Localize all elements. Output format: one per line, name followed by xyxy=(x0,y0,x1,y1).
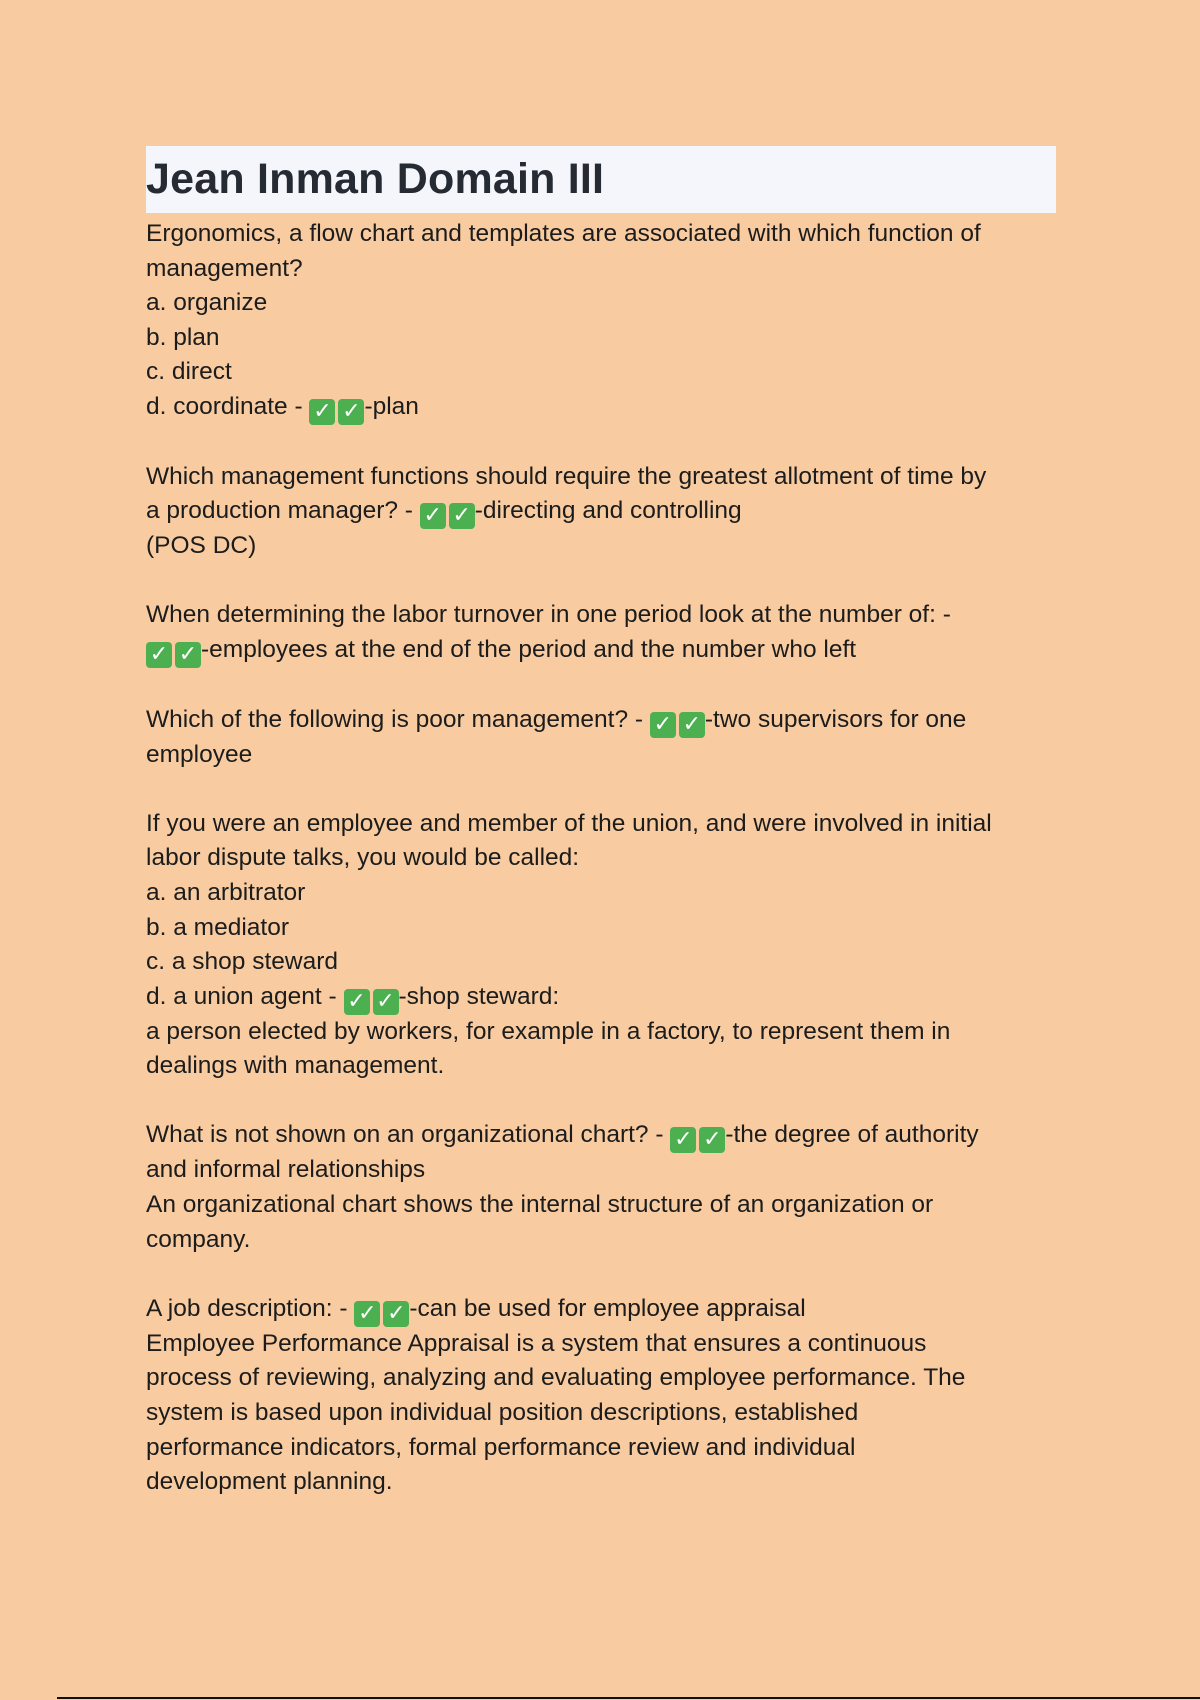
question-text: Which management functions should require the greatest allotment of time by xyxy=(146,462,987,490)
qa-content xyxy=(146,217,1056,1500)
question-with-answer xyxy=(146,1118,1056,1153)
check-icon: ✓ xyxy=(354,1301,380,1327)
check-icon: ✓ xyxy=(373,989,399,1015)
option-a: a. organize xyxy=(146,289,268,317)
explanation-text: An organizational chart shows the internal structure of an organization or xyxy=(146,1191,934,1219)
check-icon: ✓ xyxy=(309,399,335,425)
question-with-answer xyxy=(146,1292,1056,1327)
question-text: A job description: - xyxy=(146,1294,355,1322)
explanation-text: dealings with management. xyxy=(146,1052,445,1080)
option-c: c. direct xyxy=(146,358,232,386)
explanation-text: system is based upon individual position descriptions, established xyxy=(146,1399,859,1427)
option-b: b. plan xyxy=(146,323,220,351)
answer-note: (POS DC) xyxy=(146,532,257,560)
answer-text: -two supervisors for one xyxy=(704,705,967,733)
qa-item xyxy=(146,703,1056,773)
title-bar xyxy=(146,146,1056,213)
qa-item xyxy=(146,598,1056,668)
option-d: d. coordinate - xyxy=(146,392,310,420)
option-d: d. a union agent - xyxy=(146,982,344,1010)
check-icon: ✓ xyxy=(175,642,201,668)
check-icon: ✓ xyxy=(383,1301,409,1327)
check-icon: ✓ xyxy=(344,989,370,1015)
option-d-with-answer xyxy=(146,390,1056,425)
question-with-answer xyxy=(146,703,1056,738)
answer-text-continued: and informal relationships xyxy=(146,1156,426,1184)
page-title: Jean Inman Domain III xyxy=(146,155,605,203)
answer-text: -shop steward: xyxy=(398,982,560,1010)
explanation-text: development planning. xyxy=(146,1468,393,1496)
question-text: Ergonomics, a flow chart and templates are associated with which function of xyxy=(146,220,981,247)
qa-item xyxy=(146,1118,1056,1257)
option-c: c. a shop steward xyxy=(146,948,339,976)
answer-text: -can be used for employee appraisal xyxy=(409,1294,806,1322)
explanation-text: company. xyxy=(146,1225,251,1253)
explanation-text: process of reviewing, analyzing and evaluating employee performance. The xyxy=(146,1364,966,1392)
check-icon: ✓ xyxy=(338,399,364,425)
qa-item xyxy=(146,217,1056,425)
question-with-answer xyxy=(146,494,1056,529)
check-icon: ✓ xyxy=(699,1127,725,1153)
question-text: When determining the labor turnover in one period look at the number of: - xyxy=(146,601,951,629)
qa-item xyxy=(146,1292,1056,1500)
check-icon: ✓ xyxy=(679,712,705,738)
option-a: a. an arbitrator xyxy=(146,878,306,906)
question-text: a production manager? - xyxy=(146,497,420,525)
question-text: Which of the following is poor management? - xyxy=(146,705,650,733)
document-page xyxy=(146,146,1056,1534)
explanation-text: performance indicators, formal performance review and individual xyxy=(146,1433,856,1461)
check-icon: ✓ xyxy=(449,503,475,529)
option-b: b. a mediator xyxy=(146,913,289,941)
answer-text-continued: employee xyxy=(146,740,253,768)
question-text: What is not shown on an organizational chart? - xyxy=(146,1121,671,1149)
option-d-with-answer xyxy=(146,980,1056,1015)
answer-text: -employees at the end of the period and the number who left xyxy=(201,635,857,663)
question-text: labor dispute talks, you would be called: xyxy=(146,844,580,872)
check-icon: ✓ xyxy=(420,503,446,529)
page-bottom-rule xyxy=(57,1697,1200,1699)
question-text: management? xyxy=(146,254,303,282)
answer-text: -plan xyxy=(364,392,419,420)
answer-line xyxy=(146,633,1056,668)
explanation-text: a person elected by workers, for example in a factory, to represent them in xyxy=(146,1017,951,1045)
check-icon: ✓ xyxy=(670,1127,696,1153)
answer-text: -directing and controlling xyxy=(474,497,742,525)
question-text: If you were an employee and member of the union, and were involved in initial xyxy=(146,809,992,837)
qa-item xyxy=(146,807,1056,1084)
check-icon: ✓ xyxy=(650,712,676,738)
qa-item xyxy=(146,460,1056,564)
explanation-text: Employee Performance Appraisal is a system that ensures a continuous xyxy=(146,1329,927,1357)
answer-text: -the degree of authority xyxy=(725,1121,979,1149)
check-icon: ✓ xyxy=(146,642,172,668)
